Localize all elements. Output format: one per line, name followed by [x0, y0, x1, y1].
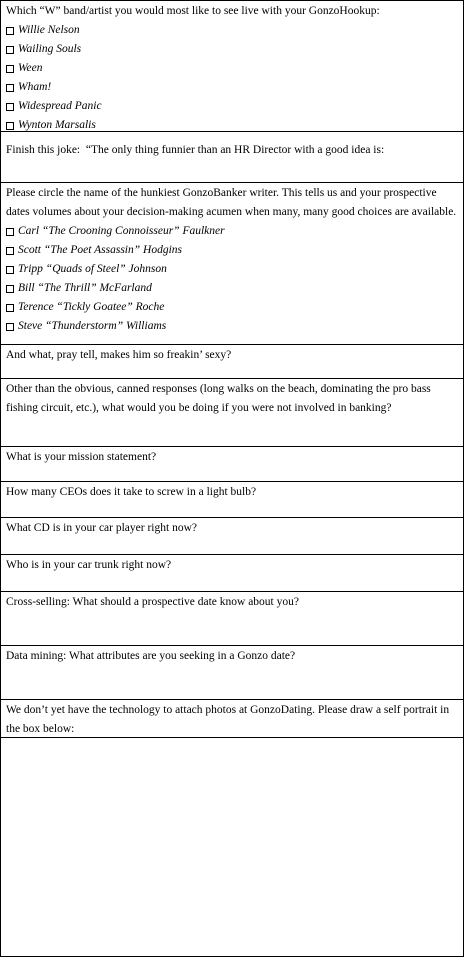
checkbox-icon[interactable] [6, 323, 14, 331]
checkbox-icon[interactable] [6, 285, 14, 293]
option-label: Wynton Marsalis [18, 119, 96, 131]
option-row[interactable] [1, 222, 463, 241]
option-row[interactable] [1, 78, 463, 97]
checkbox-icon[interactable] [6, 122, 14, 130]
question-prompt: Data mining: What attributes are you seeking in a Gonzo date? [6, 650, 296, 662]
option-label: Tripp “Quads of Steel” Johnson [18, 263, 167, 275]
option-label: Wailing Souls [18, 43, 82, 55]
question-hunkiest-writer [0, 182, 464, 344]
option-label: Bill “The Thrill” McFarland [18, 282, 152, 294]
question-w-band [0, 0, 464, 131]
option-row[interactable] [1, 260, 463, 279]
checkbox-icon[interactable] [6, 304, 14, 312]
question-other-than-banking[interactable] [0, 378, 464, 446]
option-label: Ween [18, 62, 43, 74]
checkbox-icon[interactable] [6, 266, 14, 274]
option-row[interactable] [1, 279, 463, 298]
option-row[interactable] [1, 298, 463, 317]
checkbox-icon[interactable] [6, 103, 14, 111]
question-prompt: Please circle the name of the hunkiest GonzoBanker writer. This tells us and your prospective dates volumes about your decision-making acumen when many, many good choices are available. [6, 187, 457, 218]
question-mission-statement[interactable] [0, 446, 464, 481]
question-prompt: Who is in your car trunk right now? [6, 559, 172, 571]
checkbox-icon[interactable] [6, 247, 14, 255]
question-prompt: Cross-selling: What should a prospective date know about you? [6, 596, 299, 608]
option-row[interactable] [1, 241, 463, 260]
question-car-cd[interactable] [0, 517, 464, 554]
question-prompt: What CD is in your car player right now? [6, 522, 197, 534]
question-prompt: Other than the obvious, canned responses (long walks on the beach, dominating the pro bass fishing circuit, etc.), what would you be doing if you were not involved in banking? [6, 383, 434, 414]
question-self-portrait [0, 699, 464, 737]
checkbox-icon[interactable] [6, 84, 14, 92]
checkbox-icon[interactable] [6, 65, 14, 73]
question-why-sexy[interactable] [0, 344, 464, 378]
option-label: Wham! [18, 81, 52, 93]
option-label: Carl “The Crooning Connoisseur” Faulkner [18, 225, 225, 237]
checkbox-icon[interactable] [6, 46, 14, 54]
option-row[interactable] [1, 116, 463, 131]
option-row[interactable] [1, 317, 463, 336]
question-prompt: How many CEOs does it take to screw in a light bulb? [6, 486, 257, 498]
option-label: Steve “Thunderstorm” Williams [18, 320, 167, 332]
option-label: Willie Nelson [18, 24, 80, 36]
question-finish-joke[interactable] [0, 131, 464, 182]
question-car-trunk[interactable] [0, 554, 464, 591]
checkbox-icon[interactable] [6, 228, 14, 236]
question-prompt: And what, pray tell, makes him so freakin’ sexy? [6, 349, 232, 361]
self-portrait-drawing-box[interactable] [0, 737, 464, 957]
question-cross-selling[interactable] [0, 591, 464, 645]
option-label: Widespread Panic [18, 100, 102, 112]
option-label: Terence “Tickly Goatee” Roche [18, 301, 165, 313]
question-prompt: Finish this joke: “The only thing funnier than an HR Director with a good idea is: [6, 144, 385, 156]
option-label: Scott “The Poet Assassin” Hodgins [18, 244, 182, 256]
checkbox-icon[interactable] [6, 27, 14, 35]
option-row[interactable] [1, 21, 463, 40]
question-prompt: We don’t yet have the technology to attach photos at GonzoDating. Please draw a self portrait in the box below: [6, 704, 452, 735]
question-prompt: What is your mission statement? [6, 451, 157, 463]
question-prompt: Which “W” band/artist you would most like to see live with your GonzoHookup: [6, 5, 380, 17]
option-row[interactable] [1, 97, 463, 116]
question-data-mining[interactable] [0, 645, 464, 699]
question-ceo-light-bulb[interactable] [0, 481, 464, 517]
option-row[interactable] [1, 59, 463, 78]
option-row[interactable] [1, 40, 463, 59]
